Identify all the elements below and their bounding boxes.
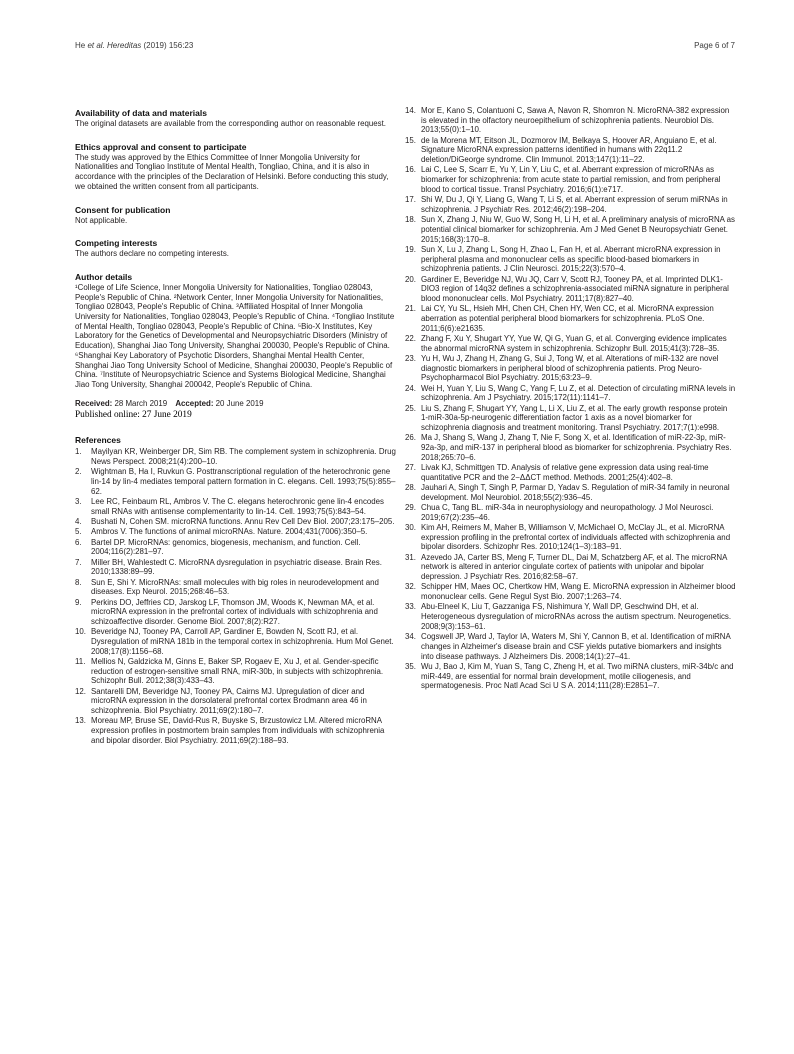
reference-number: 15. — [405, 135, 416, 145]
reference-item — [405, 304, 736, 333]
reference-text: Schipper HM, Maes OC, Chertkow HM, Wang E. MicroRNA expression in Alzheimer blood mononuclear cells. Gene Regul Syst Bio. 2007;1:263–74. — [421, 582, 736, 602]
reference-item — [405, 553, 736, 582]
reference-item — [75, 578, 396, 597]
reference-number: 9. — [75, 597, 82, 607]
reference-number: 6. — [75, 537, 82, 547]
consent-body: Not applicable. — [75, 215, 128, 225]
reference-text: de la Morena MT, Eitson JL, Dozmorov IM, Belkaya S, Hoover AR, Anguiano E, et al. Signature MicroRNA expression patterns identified in humans with 22q11.2 deletion/DiGeorge syndrome. Clin Immunol. 2013;147(1):11–22. — [421, 135, 717, 165]
received-label: Received: — [75, 398, 115, 408]
reference-number: 5. — [75, 527, 82, 537]
reference-number: 34. — [405, 632, 416, 642]
reference-text: Azevedo JA, Carter BS, Meng F, Turner DL, Dai M, Schatzberg AF, et al. The microRNA network is altered in anterior cingulate cortex of patients with unipolar and bipolar depression. J Psychiatr Res. 2016;82:58–67. — [421, 552, 727, 582]
section-ethics — [75, 142, 396, 192]
reference-number: 21. — [405, 304, 416, 314]
reference-text: Bushati N, Cohen SM. microRNA functions. Annu Rev Cell Dev Biol. 2007;23:175–205. — [91, 517, 395, 527]
reference-number: 10. — [75, 627, 86, 637]
reference-item — [405, 523, 736, 552]
reference-item — [75, 558, 396, 577]
reference-number: 12. — [75, 686, 86, 696]
reference-item — [405, 602, 736, 631]
reference-number: 16. — [405, 165, 416, 175]
reference-item — [405, 503, 736, 522]
reference-number: 29. — [405, 503, 416, 513]
author-details-heading: Author details — [75, 271, 133, 282]
competing-heading: Competing interests — [75, 238, 158, 249]
reference-text: Wightman B, Ha I, Ruvkun G. Posttranscriptional regulation of the heterochronic gene lin-14 by lin-4 mediates temporal pattern formation in C. elegans. Cell. 1993;75(5):855–62. — [91, 467, 396, 496]
reference-text: Mor E, Kano S, Colantuoni C, Sawa A, Navon R, Shomron N. MicroRNA-382 expression is elevated in the olfactory neuroepithelium of schizophrenia patients. Neurobiol Dis. 2013;55(0):1–10. — [421, 106, 730, 135]
reference-item — [75, 657, 396, 686]
header-page-number: Page 6 of 7 — [694, 41, 735, 50]
reference-text: Chua C, Tang BL. miR-34a in neurophysiology and neuropathology. J Mol Neurosci. 2019;67(2):235–46. — [421, 503, 714, 522]
accepted-value: 20 June 2019 — [215, 398, 264, 408]
availability-heading: Availability of data and materials — [75, 108, 207, 118]
reference-item — [405, 582, 736, 601]
reference-number: 23. — [405, 353, 416, 363]
reference-item — [405, 662, 736, 691]
reference-number: 26. — [405, 433, 416, 443]
reference-text: Gardiner E, Beveridge NJ, Wu JQ, Carr V, Scott RJ, Tooney PA, et al. Imprinted DLK1-DIO3 region of 14q32 defines a schizophrenia-associated miRNA signature in peripheral blood mononuclear cells. Mol Psychiatry. 2011;17(8):827–40. — [421, 274, 729, 303]
ethics-heading: Ethics approval and consent to participate — [75, 141, 247, 152]
reference-item — [405, 404, 736, 433]
section-competing-interests — [75, 238, 396, 259]
section-availability — [75, 108, 396, 129]
reference-number: 3. — [75, 497, 82, 507]
reference-text: Shi W, Du J, Qi Y, Liang G, Wang T, Li S, et al. Aberrant expression of serum miRNAs in schizophrenia. J Psychiatr Res. 2012;46(2):198–204. — [421, 195, 728, 214]
reference-number: 14. — [405, 106, 416, 115]
reference-text: Sun X, Lu J, Zhang L, Song H, Zhao L, Fan H, et al. Aberrant microRNA expression in peripheral plasma and mononuclear cells as specific blood-based biomarkers in schizophrenia patients. J Clin Neurosci. 2015;22(3):570–4. — [421, 244, 721, 274]
reference-number: 4. — [75, 517, 82, 527]
reference-text: Livak KJ, Schmittgen TD. Analysis of relative gene expression data using real-time quantitative PCR and the 2−ΔΔCT method. Methods. 2001;25(4):402–8. — [421, 463, 709, 482]
reference-item — [405, 632, 736, 661]
section-author-details — [75, 272, 396, 390]
reference-text: Perkins DO, Jeffries CD, Jarskog LF, Thomson JM, Woods K, Newman MA, et al. microRNA expression in the prefrontal cortex of individuals with schizophrenia and schizoaffective disorder. Genome Biol. 2007;8(2):R27. — [91, 597, 378, 627]
header-citation-detail: (2019) 156:23 — [141, 41, 194, 50]
reference-text: Yu H, Wu J, Zhang H, Zhang G, Sui J, Tong W, et al. Alterations of miR-132 are novel diagnostic biomarkers in peripheral blood of schizophrenia patients. Prog Neuro-Psychopharmacol Biol Psychiatry. 2015;63:23–9. — [421, 353, 719, 383]
reference-item — [75, 447, 396, 466]
reference-item — [405, 275, 736, 304]
reference-item — [405, 245, 736, 274]
reference-number: 13. — [75, 716, 86, 726]
reference-item — [75, 538, 396, 557]
reference-number: 19. — [405, 244, 416, 254]
competing-body: The authors declare no competing interests. — [75, 249, 229, 259]
reference-number: 28. — [405, 483, 416, 493]
consent-heading: Consent for publication — [75, 204, 171, 215]
reference-text: Moreau MP, Bruse SE, David-Rus R, Buyske S, Brzustowicz LM. Altered microRNA expression profiles in postmortem brain samples from individuals with schizophrenia and bipolar disorder. Biol Psychiatry. 2011;69(2):188–93. — [91, 716, 385, 745]
ethics-body: The study was approved by the Ethics Committee of Inner Mongolia University for Nationalities and Tongliao Institute of Mental Health, Tongliao, China, and it is also in accordance with the principles of the Declaration of Helsinki. Before conducting this study, we obtained the written consent from all participants. — [75, 152, 389, 191]
reference-item — [75, 627, 396, 656]
reference-item — [75, 497, 396, 516]
published-online-line: Published online: 27 June 2019 — [75, 410, 192, 421]
header-citation-journal: Hereditas — [107, 41, 142, 50]
reference-text: Lee RC, Feinbaum RL, Ambros V. The C. elegans heterochronic gene lin-4 encodes small RNAs with antisense complementarity to lin-14. Cell. 1993;75(5):843–54. — [91, 497, 385, 516]
references-list-right — [405, 106, 736, 691]
reference-item — [405, 195, 736, 214]
reference-text: Bartel DP. MicroRNAs: genomics, biogenesis, mechanism, and function. Cell. 2004;116(2):281–97. — [91, 537, 361, 557]
reference-item — [75, 716, 396, 745]
reference-number: 7. — [75, 557, 82, 567]
left-column — [75, 108, 396, 746]
reference-text: Santarelli DM, Beveridge NJ, Tooney PA, Cairns MJ. Upregulation of dicer and microRNA expression in the dorsolateral prefrontal cortex Brodmann area 46 in schizophrenia. Biol Psychiatry. 2011;69(2):180–7. — [91, 686, 367, 716]
reference-item — [75, 527, 396, 537]
reference-item — [405, 433, 736, 462]
reference-item — [405, 215, 736, 244]
reference-number: 18. — [405, 215, 416, 225]
reference-text: Miller BH, Wahlestedt C. MicroRNA dysregulation in psychiatric disease. Brain Res. 2010;1338:89–99. — [91, 557, 382, 577]
reference-text: Beveridge NJ, Tooney PA, Carroll AP, Gardiner E, Bowden N, Scott RJ, et al. Dysregulation of miRNA 181b in the temporal cortex in schizophrenia. Hum Mol Genet. 2008;17(8):1156–68. — [91, 627, 394, 656]
reference-number: 35. — [405, 661, 416, 671]
reference-item — [75, 687, 396, 716]
availability-body: The original datasets are available from the corresponding author on reasonable request. — [75, 119, 386, 128]
reference-text: Ambros V. The functions of animal microRNAs. Nature. 2004;431(7006):350–5. — [91, 527, 368, 537]
reference-number: 2. — [75, 467, 82, 477]
page-header — [75, 41, 735, 51]
reference-item — [75, 598, 396, 627]
reference-text: Lai C, Lee S, Scarr E, Yu Y, Lin Y, Liu C, et al. Aberrant expression of microRNAs as biomarker for schizophrenia: from acute state to partial remission, and from peripheral blood to cortical tissue. Transl Psychiatry. 2016;6(1):e717. — [421, 165, 721, 194]
reference-text: Liu S, Zhang F, Shugart YY, Yang L, Li X, Liu Z, et al. The early growth response protein 1-miR-30a-5p-neurogenic differentiation factor 1 axis as a novel biomarker for schizophrenia diagnosis and treatment monitoring. Transl Psychiatry. 2017;7(1):e998. — [421, 403, 728, 433]
reference-number: 30. — [405, 523, 416, 533]
reference-number: 25. — [405, 403, 416, 413]
reference-number: 33. — [405, 602, 416, 612]
reference-number: 31. — [405, 552, 416, 562]
reference-text: Cogswell JP, Ward J, Taylor IA, Waters M, Shi Y, Cannon B, et al. Identification of miRNA changes in Alzheimer's disease brain and CSF yields putative biomarkers and insights into disease pathways. J Alzheimers Dis. 2008;14(1):27–41. — [421, 632, 731, 661]
reference-number: 32. — [405, 582, 416, 592]
received-accepted-line — [75, 399, 396, 409]
reference-text: Mayilyan KR, Weinberger DR, Sim RB. The complement system in schizophrenia. Drug News Perspect. 2008;21(4):200–10. — [91, 447, 396, 467]
reference-item — [405, 463, 736, 482]
reference-number: 27. — [405, 463, 416, 473]
reference-text: Lai CY, Yu SL, Hsieh MH, Chen CH, Chen HY, Wen CC, et al. MicroRNA expression aberration as potential peripheral blood biomarkers for schizophrenia. PLoS One. 2011;6(6):e21635. — [421, 304, 714, 333]
section-consent — [75, 205, 396, 226]
reference-text: Wu J, Bao J, Kim M, Yuan S, Tang C, Zheng H, et al. Two miRNA clusters, miR-34b/c and miR-449, are essential for normal brain development, motile ciliogenesis, and spermatogenesis. Proc Natl Acad Sci U S A. 2014;111(28):E2851–7. — [421, 661, 734, 691]
header-citation — [75, 41, 193, 51]
header-citation-author: He — [75, 41, 88, 50]
references-list-left — [75, 447, 396, 745]
header-citation-etal: et al. — [87, 41, 108, 50]
reference-text: Abu-Elneel K, Liu T, Gazzaniga FS, Nishimura Y, Wall DP, Geschwind DH, et al. Heterogeneous dysregulation of microRNAs across the autism spectrum. Neurogenetics. 2008;9(3):153–61. — [421, 602, 732, 631]
reference-item — [405, 106, 736, 135]
right-column — [405, 106, 736, 692]
references-heading: References — [75, 435, 121, 446]
reference-item — [75, 517, 396, 527]
reference-text: Mellios N, Galdzicka M, Ginns E, Baker SP, Rogaev E, Xu J, et al. Gender-specific reduction of estrogen-sensitive small RNA, miR-30b, in subjects with schizophrenia. Schizophr Bull. 2012;38(3):433–43. — [91, 657, 384, 686]
reference-text: Sun X, Zhang J, Niu W, Guo W, Song H, Li H, et al. A preliminary analysis of microRNA as potential clinical biomarker for schizophrenia. Am J Med Genet B Neuropsychiatr Genet. 2015;168(3):170–8. — [421, 215, 735, 244]
reference-item — [405, 384, 736, 403]
reference-number: 24. — [405, 383, 416, 393]
reference-number: 20. — [405, 274, 416, 284]
reference-item — [405, 165, 736, 194]
reference-number: 1. — [75, 447, 82, 457]
received-value: 28 March 2019 — [114, 398, 168, 408]
reference-item — [405, 483, 736, 502]
reference-number: 11. — [75, 657, 86, 667]
reference-text: Sun E, Shi Y. MicroRNAs: small molecules with big roles in neurodevelopment and diseases. Exp Neurol. 2015;268:46–53. — [91, 577, 379, 597]
reference-text: Jauhari A, Singh T, Singh P, Parmar D, Yadav S. Regulation of miR-34 family in neuronal development. Mol Neurobiol. 2018;55(2):936–45. — [421, 483, 730, 502]
reference-number: 8. — [75, 577, 82, 587]
author-details-body: ¹College of Life Science, Inner Mongolia University for Nationalities, Tongliao 028043, People's Republic of China. ²Network Center, Inner Mongolia University for Nationalities, Tongliao 028043, People's Republic of China. ³Affiliated Hospital of Inner Mongolia University for Nationalities, Tongliao 028043, People's Republic of China. ⁴Tongliao Institute of Mental Health, Tongliao 028043, People's Republic of China. ⁵Bio-X Institutes, Key Laboratory for the Genetics of Developmental and Neuropsychiatric Disorders (Ministry of Education), Shanghai Jiao Tong University, Shanghai 200030, People's Republic of China. ⁶Shanghai Key Laboratory of Psychotic Disorders, Shanghai Mental Health Center, Shanghai Jiao Tong University School of Medicine, Shanghai 200030, People's Republic of China. ⁷Institute of Neuropsychiatric Science and Systems Biological Medicine, Shanghai Jiao Tong University, Shanghai 200042, People's Republic of China. — [75, 282, 395, 389]
reference-number: 22. — [405, 333, 416, 343]
reference-item — [405, 136, 736, 165]
reference-number: 17. — [405, 195, 416, 205]
reference-text: Wei H, Yuan Y, Liu S, Wang C, Yang F, Lu Z, et al. Detection of circulating miRNA levels in schizophrenia. Am J Psychiatry. 2015;172(11):1141–7. — [421, 383, 736, 403]
reference-text: Ma J, Shang S, Wang J, Zhang T, Nie F, Song X, et al. Identification of miR-22-3p, miR-92a-3p, and miR-137 in peripheral blood as biomarker for schizophrenia. Psychiatry Res. 2018;265:70–6. — [421, 433, 732, 462]
reference-text: Kim AH, Reimers M, Maher B, Williamson V, McMichael O, McClay JL, et al. MicroRNA expression profiling in the prefrontal cortex of individuals affected with schizophrenia and bipolar disorders. Schizophr Res. 2010;124(1–3):183–91. — [421, 523, 731, 552]
reference-item — [75, 467, 396, 496]
reference-item — [405, 354, 736, 383]
accepted-label: Accepted: — [175, 398, 216, 408]
reference-item — [405, 334, 736, 353]
reference-text: Zhang F, Xu Y, Shugart YY, Yue W, Qi G, Yuan G, et al. Converging evidence implicates the abnormal microRNA system in schizophrenia. Schizophr Bull. 2015;41(3):728–35. — [421, 333, 727, 353]
